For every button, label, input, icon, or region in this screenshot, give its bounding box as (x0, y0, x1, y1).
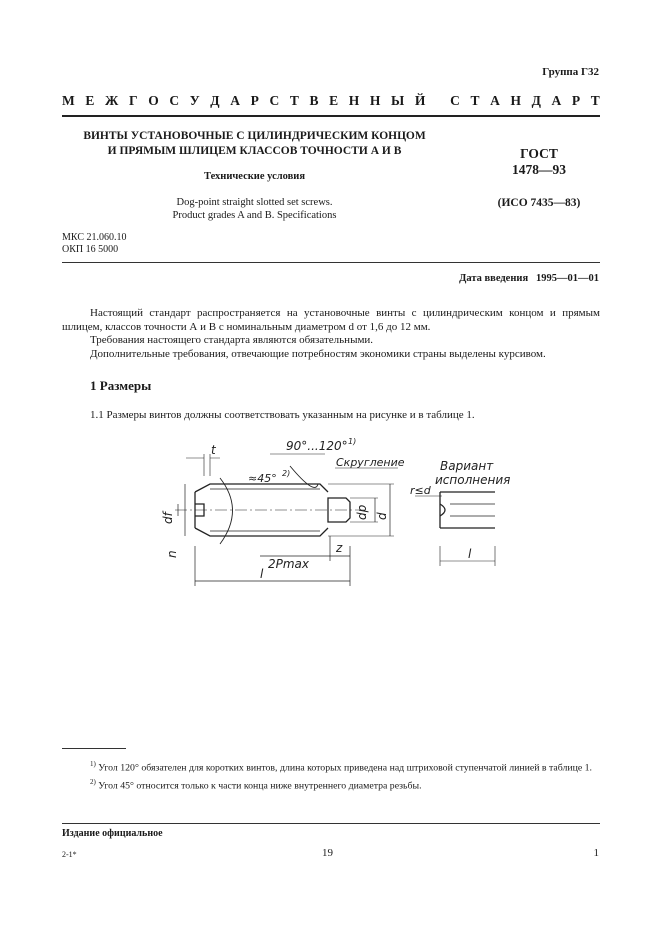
label-t: t (211, 443, 216, 457)
paragraph: Требования настоящего стандарта являются обязательными. (90, 334, 374, 346)
introduction-date-label: Дата введения (459, 273, 529, 284)
label-rounding: Скругление (336, 456, 405, 469)
footnotes (62, 758, 600, 795)
header-letter: М (62, 93, 75, 108)
header-rule (62, 115, 600, 117)
codes-rule (62, 262, 600, 263)
footnote-text: Угол 45° относится только к части конца ниже внутреннего диаметра резьбы. (98, 780, 422, 792)
header-letter: С (450, 93, 460, 108)
label-angle-top-sup: 1) (348, 437, 357, 446)
header-letter: Н (348, 93, 360, 108)
introduction-date-value: 1995—01—01 (536, 273, 599, 284)
header-letter: Н (369, 93, 381, 108)
header-letter: Ж (105, 93, 119, 108)
header-letter: Д (531, 93, 541, 108)
screw-top-profile (195, 484, 328, 492)
introduction-date (459, 273, 599, 284)
title-line-2: И ПРЯМЫМ ШЛИЦЕМ КЛАССОВ ТОЧНОСТИ А И В (107, 145, 402, 157)
label-z: z (336, 541, 343, 555)
header-letter: Т (470, 93, 480, 108)
footnote-rule (62, 748, 126, 749)
header-letter: В (309, 93, 319, 108)
label-n: n (165, 550, 179, 558)
sheet-number: 1 (593, 847, 599, 859)
header-gap (436, 93, 439, 109)
label-2pmax: 2Pmax (268, 557, 310, 571)
label-df: df (161, 512, 175, 524)
iso-reference: (ИСО 7435—83) (497, 197, 581, 209)
bottom-rule (62, 823, 600, 824)
screw-drawing (150, 436, 530, 596)
official-edition: Издание официальное (62, 828, 163, 839)
document-subtitle: Технические условия (203, 171, 306, 182)
header-letter: Т (289, 93, 299, 108)
header-letter: Ы (391, 93, 405, 108)
footnote-mark: 2) (90, 778, 96, 787)
screw-bottom-profile (195, 528, 328, 536)
english-title (62, 196, 447, 222)
footnote-1 (62, 758, 600, 774)
okp-code: ОКП 16 5000 (62, 244, 119, 255)
header-letter: Т (590, 93, 600, 108)
page-number: 19 (322, 847, 333, 859)
label-variant-line-2: исполнения (435, 473, 511, 487)
footnote-text: Угол 120° обязателен для коротких винтов, длина которых приведена над штриховой ступенчатой линией в таблице 1. (98, 762, 592, 774)
header-letter: А (490, 93, 500, 108)
paragraph: Дополнительные требования, отвечающие потребностям экономики страны выделены курсивом. (90, 347, 546, 360)
paragraph: Настоящий стандарт распространяется на установочные винты с цилиндрическим концом и прямым шлицем, классов точности А и В с номинальным диаметром d от 1,6 до 12 мм. (62, 307, 600, 333)
header-letter: Й (414, 93, 426, 108)
header-letter: Р (571, 93, 581, 108)
signature-mark: 2-1* (62, 850, 77, 859)
english-title-line-2: Product grades A and B. Specifications (172, 210, 337, 221)
label-angle-45: ≈45° (248, 472, 277, 485)
header-letter: О (148, 93, 159, 108)
variant-slot (440, 504, 445, 516)
header-letter: Е (329, 93, 339, 108)
classification-codes (62, 232, 126, 256)
mks-code: МКС 21.060.10 (62, 232, 127, 243)
header-letter: Д (210, 93, 220, 108)
label-angle-top: 90°...120° (286, 439, 348, 453)
header-letter: У (189, 93, 200, 108)
header-letter: Н (510, 93, 521, 108)
label-l-variant: l (468, 547, 472, 561)
footnote-2 (62, 776, 600, 792)
header-letter: С (269, 93, 280, 108)
label-r-le-d: r≤d (410, 484, 431, 497)
english-title-line-1: Dog-point straight slotted set screws. (176, 197, 333, 208)
label-variant-line-1: Вариант (440, 459, 494, 473)
gost-label: ГОСТ (520, 146, 558, 161)
header-letter: Г (129, 93, 138, 108)
label-d: d (375, 512, 389, 520)
label-angle-45-sup: 2) (282, 469, 291, 478)
header-letter: С (169, 93, 180, 108)
intro-paragraphs (62, 307, 600, 361)
header-letter: А (230, 93, 240, 108)
paragraph-1-1: 1.1 Размеры винтов должны соответствовать указанным на рисунке и в таблице 1. (90, 409, 475, 421)
header-letter: Р (250, 93, 259, 108)
footnote-mark: 1) (90, 760, 96, 768)
label-l: l (260, 567, 264, 581)
section-heading: 1 Размеры (90, 378, 152, 393)
label-dp: dp (355, 504, 369, 520)
interstate-standard-header (62, 93, 600, 109)
gost-number: 1478—93 (512, 162, 566, 177)
gost-designation (478, 146, 600, 178)
variant-profile (440, 492, 495, 528)
title-line-1: ВИНТЫ УСТАНОВОЧНЫЕ С ЦИЛИНДРИЧЕСКИМ КОНЦОМ (83, 130, 426, 142)
header-letter: Е (85, 93, 95, 108)
group-code: Группа Г32 (542, 66, 599, 78)
header-letter: А (551, 93, 562, 108)
document-title (62, 129, 447, 159)
